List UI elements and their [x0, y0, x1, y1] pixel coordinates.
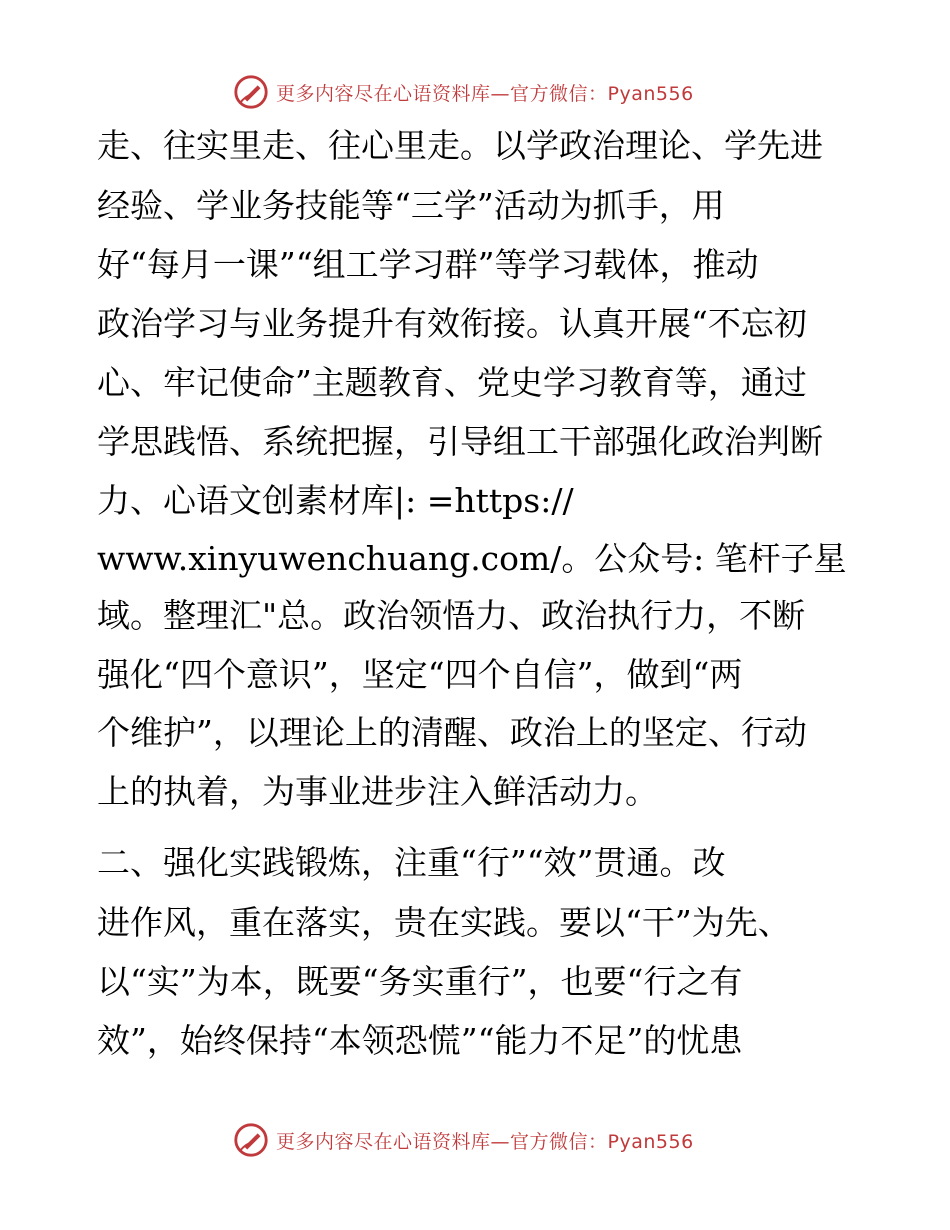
body-line: 力、心语文创素材库|: =https://	[97, 481, 574, 520]
body-line: 经验、学业务技能等“三学”活动为抓手，用	[97, 186, 725, 225]
body-line: 走、往实里走、往心里走。以学政治理论、学先进	[97, 126, 823, 165]
body-line: 政治学习与业务提升有效衔接。认真开展“不忘初	[97, 304, 807, 343]
body-line: 上的执着，为事业进步注入鲜活动力。	[97, 772, 658, 811]
logo-icon	[232, 1121, 270, 1159]
body-line: 好“每月一课”“组工学习群”等学习载体，推动	[97, 245, 759, 284]
footer-watermark	[232, 1120, 694, 1160]
watermark-text: 更多内容尽在心语资料库—官方微信：Pyan556	[276, 1130, 694, 1153]
body-line: 个维护”，以理论上的清醒、政治上的坚定、行动	[97, 713, 807, 752]
body-line: 域。整理汇"总。政治领悟力、政治执行力，不断	[97, 596, 806, 635]
body-line: 强化“四个意识”，坚定“四个自信”，做到“两	[97, 655, 743, 694]
body-line: www.xinyuwenchuang.com/。公众号: 笔杆子星	[97, 539, 847, 578]
body-line: 效”，始终保持“本领恐慌”“能力不足”的忧患	[97, 1021, 743, 1060]
body-line: 学思践悟、系统把握，引导组工干部强化政治判断	[97, 422, 823, 461]
header-watermark	[232, 72, 694, 112]
body-line: 进作风，重在落实，贵在实践。要以“干”为先、	[97, 903, 791, 942]
watermark-text: 更多内容尽在心语资料库—官方微信：Pyan556	[276, 82, 694, 105]
body-line: 以“实”为本，既要“务实重行”，也要“行之有	[97, 962, 743, 1001]
body-line: 心、牢记使命”主题教育、党史学习教育等，通过	[97, 363, 807, 402]
section-heading: 二、强化实践锻炼，注重“行”“效”贯通。改	[97, 843, 726, 882]
logo-icon	[232, 73, 270, 111]
